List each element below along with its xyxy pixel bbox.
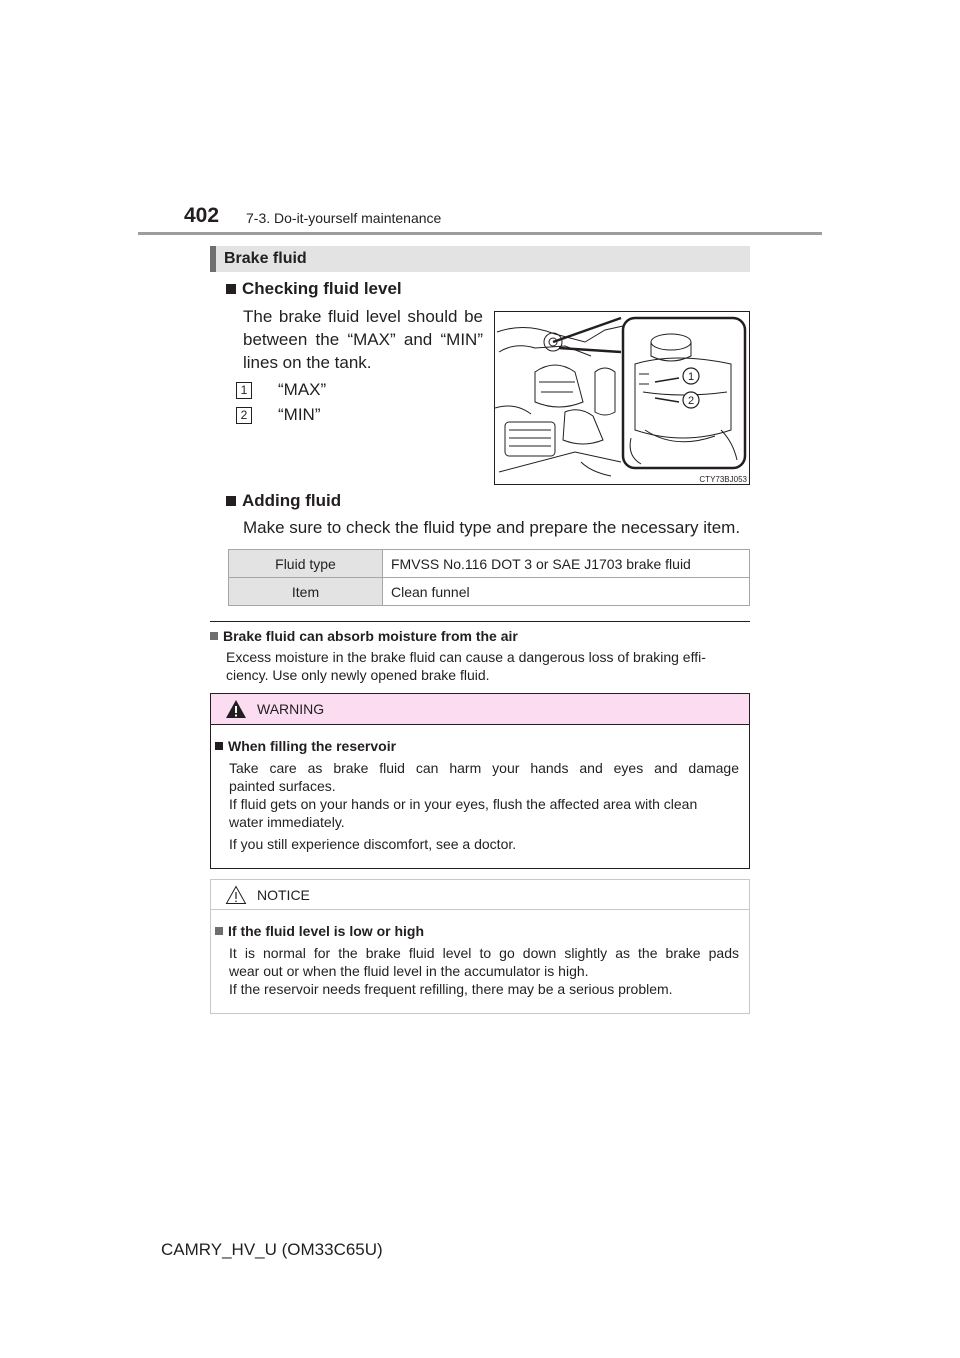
notice-label: NOTICE (257, 886, 310, 903)
illustration-marker-1: 1 (687, 371, 695, 383)
warning-title: When filling the reservoir (228, 738, 397, 754)
checking-fluid-title: Checking fluid level (242, 279, 402, 298)
table-value-item: Clean funnel (383, 578, 750, 606)
warning-line2: painted surfaces. (229, 778, 336, 794)
moisture-note-line2: ciency. Use only newly opened brake fluid. (226, 667, 490, 683)
table-value-fluid-type: FMVSS No.116 DOT 3 or SAE J1703 brake fluid (383, 550, 750, 578)
table-row (229, 578, 750, 606)
moisture-note-line1: Excess moisture in the brake fluid can cause a dangerous loss of braking effi- (226, 649, 706, 665)
header-rule (138, 232, 822, 235)
illustration-marker-2: 2 (687, 395, 695, 407)
illustration-code: CTY73BJ053 (699, 475, 747, 484)
bullet-square-icon (210, 632, 218, 640)
warning-text (229, 759, 739, 853)
warning-line4: water immediately. (229, 814, 345, 830)
callout-number-2: 2 (236, 407, 252, 424)
bullet-square-icon (215, 742, 223, 750)
caution-triangle-icon (225, 885, 247, 905)
fluid-table (228, 549, 750, 606)
section-divider (210, 621, 750, 622)
notice-title: If the fluid level is low or high (228, 923, 425, 939)
table-label-fluid-type: Fluid type (229, 550, 383, 578)
warning-triangle-icon (225, 699, 247, 719)
adding-fluid-text: Make sure to check the fluid type and prepare the necessary item. (243, 518, 741, 537)
notice-line2: wear out or when the fluid level in the accumulator is high. (229, 963, 589, 979)
callout-label-min: “MIN” (278, 405, 321, 424)
table-label-item: Item (229, 578, 383, 606)
moisture-note-text (226, 648, 750, 684)
checking-text-line2: between the “MAX” and “MIN” (243, 330, 483, 349)
bullet-square-icon (226, 284, 236, 294)
notice-text (229, 944, 739, 998)
brake-reservoir-illustration (494, 311, 750, 485)
warning-box (210, 693, 750, 869)
notice-line1: It is normal for the brake fluid level to go down slightly as the brake pads (229, 945, 739, 961)
warning-line3: If fluid gets on your hands or in your eyes, flush the affected area with clean (229, 796, 698, 812)
moisture-note-heading (210, 628, 518, 644)
bullet-square-icon (226, 496, 236, 506)
callout-label-max: “MAX” (278, 380, 327, 399)
adding-fluid-title: Adding fluid (242, 491, 342, 510)
notice-subheading (215, 923, 424, 939)
warning-line1: Take care as brake fluid can harm your hands and eyes and damage (229, 760, 739, 776)
warning-subheading (215, 738, 396, 754)
callout-min (236, 405, 320, 425)
callout-number-1: 1 (236, 382, 252, 399)
engine-bay-drawing (495, 312, 750, 485)
manual-code: CAMRY_HV_U (OM33C65U) (161, 1240, 383, 1259)
checking-fluid-heading (226, 279, 402, 299)
warning-label: WARNING (257, 701, 325, 717)
adding-fluid-heading (226, 491, 341, 511)
warning-header (211, 694, 749, 725)
page-number: 402 (184, 204, 220, 227)
notice-line3: If the reservoir needs frequent refilling, there may be a serious problem. (229, 981, 673, 997)
moisture-note-title: Brake fluid can absorb moisture from the air (223, 628, 518, 644)
warning-line5: If you still experience discomfort, see a doctor. (229, 836, 517, 852)
section-title: 7-3. Do-it-yourself maintenance (246, 210, 442, 226)
table-row (229, 550, 750, 578)
notice-header (211, 880, 749, 910)
bullet-square-icon (215, 927, 223, 935)
checking-text-line3: lines on the tank. (243, 353, 372, 372)
brake-fluid-heading: Brake fluid (210, 246, 750, 272)
notice-box (210, 879, 750, 1014)
checking-text-line1: The brake fluid level should be (243, 307, 483, 326)
callout-max (236, 380, 326, 400)
